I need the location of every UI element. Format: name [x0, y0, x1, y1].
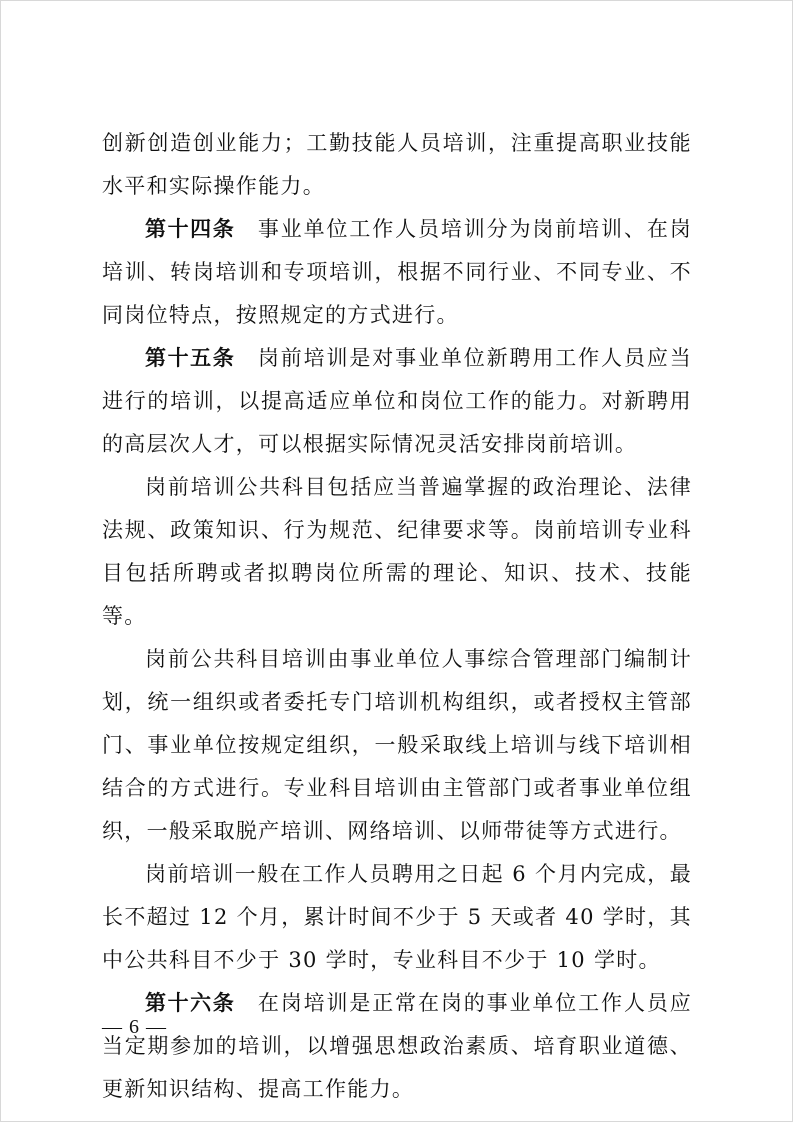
paragraph-text: 岗前培训一般在工作人员聘用之日起 6 个月内完成，最长不超过 12 个月，累计时间不少于 5 天或者 40 学时，其中公共科目不少于 30 学时，专业科目不少于 10 学时。 [102, 862, 692, 972]
paragraph-article-15 [102, 337, 692, 466]
page-number: — 6 — [102, 1016, 167, 1038]
article-heading: 第十五条 [145, 346, 236, 370]
paragraph-text: 岗前公共科目培训由事业单位人事综合管理部门编制计划，统一组织或者委托专门培训机构组织，或者授权主管部门、事业单位按规定组织，一般采取线上培训与线下培训相结合的方式进行。专业科目培训由主管部门或者事业单位组织，一般采取脱产培训、网络培训、以师带徒等方式进行。 [102, 647, 692, 843]
document-body [102, 122, 692, 1111]
paragraph-text: 事业单位工作人员培训分为岗前培训、在岗培训、转岗培训和专项培训，根据不同行业、不同专业、不同岗位特点，按照规定的方式进行。 [102, 217, 692, 327]
paragraph-article-16 [102, 982, 692, 1111]
paragraph-training-organization [102, 638, 692, 853]
paragraph-training-duration [102, 853, 692, 982]
paragraph-text: 创新创造创业能力；工勤技能人员培训，注重提高职业技能水平和实际操作能力。 [102, 131, 692, 198]
paragraph-public-subjects [102, 466, 692, 638]
paragraph-continuation [102, 122, 692, 208]
article-heading: 第十六条 [145, 991, 236, 1015]
paragraph-text: 在岗培训是正常在岗的事业单位工作人员应当定期参加的培训，以增强思想政治素质、培育职业道德、更新知识结构、提高工作能力。 [102, 991, 692, 1101]
paragraph-text: 岗前培训是对事业单位新聘用工作人员应当进行的培训，以提高适应单位和岗位工作的能力。对新聘用的高层次人才，可以根据实际情况灵活安排岗前培训。 [102, 346, 692, 456]
article-heading: 第十四条 [145, 217, 236, 241]
paragraph-text: 岗前培训公共科目包括应当普遍掌握的政治理论、法律法规、政策知识、行为规范、纪律要求等。岗前培训专业科目包括所聘或者拟聘岗位所需的理论、知识、技术、技能等。 [102, 475, 692, 628]
paragraph-article-14 [102, 208, 692, 337]
